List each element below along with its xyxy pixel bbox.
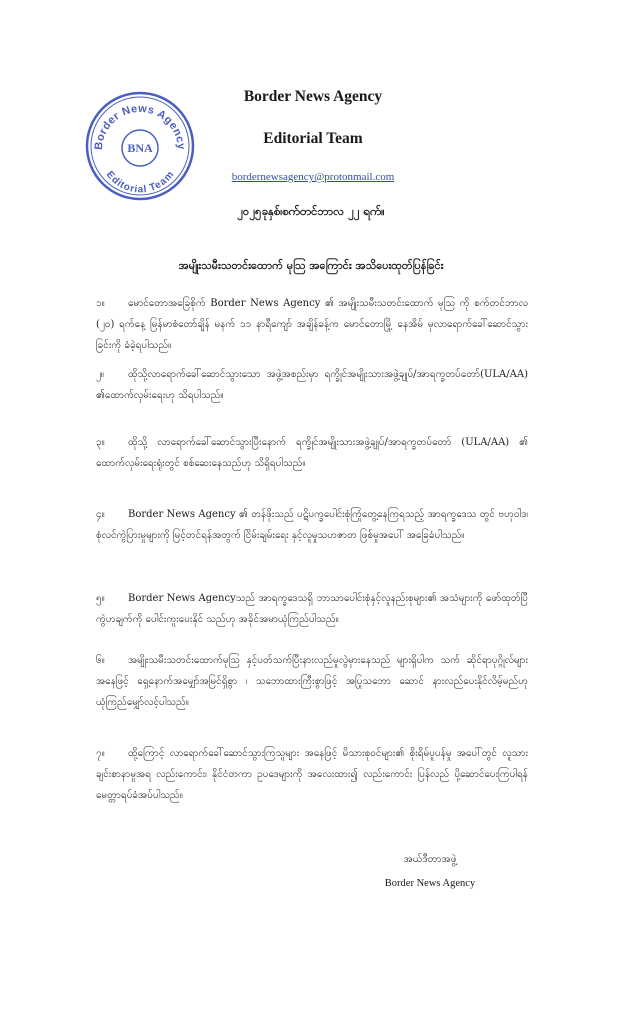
paragraph-number: ၃။ (96, 437, 105, 448)
organization-name: Border News Agency (243, 88, 383, 105)
document-date: ၂၀၂၅ခုနှစ်၊စက်တင်ဘာလ ၂၂ ရက်။ (237, 204, 385, 218)
paragraph-text: Border News Agency ၏ တန်ဖိုးသည် ပဋိပက္ခပေါင်းစုံကြုံတွေ့နေကြရသည့် အာရက္ခဒေသ တွင် ဗဟုဝါဒ၊ စုံလင်ကွဲပြားမှုများကို မြင့်တင်ရန်အတွက် ငြိမ်းချမ်းရေး နှင့်လူမှုသဟဇာတ ဖြစ်မှုအပေါ် အခြေခံပါသည်။ (96, 509, 528, 541)
paragraph-number: ၇။ (96, 748, 105, 759)
signature-organization: Border News Agency (384, 878, 476, 889)
bna-stamp-seal (84, 90, 196, 202)
paragraph-3 (96, 432, 528, 474)
paragraph-1 (96, 293, 528, 356)
stamp-bottom-text: Editorial Team (103, 169, 177, 196)
stamp-ring-text: Border News Agency (92, 102, 188, 151)
paragraph-number: ၅။ (96, 593, 105, 604)
signature-editorial-team: အယ်ဒီတာအဖွဲ့ (403, 854, 457, 865)
paragraph-number: ၂။ (96, 369, 104, 380)
paragraph-text: ထို့ကြောင့် လာရောက်ခေါ်ဆောင်သွားကြသူများ အနေဖြင့် မိသားစုဝင်များ၏ စိုးရိမ်ပူပန်မှု အပေါ်တွင် လူသားချင်းစာနာမှုအရ လည်းကောင်း၊ နိုင်ငံတကာ ဥပဒေများကို အလေးထား၍ လည်းကောင်း ပြန်လည် ပို့ဆောင်ပေးကြပါရန် မေတ္တာရပ်ခံအပ်ပါသည်။ (96, 748, 528, 801)
paragraph-text: ထိုသို့ လာရောက်ခေါ်ဆောင်သွားပြီးနောက် ရက္ခိုင်အမျိုးသားအဖွဲ့ချုပ်/အာရက္ခတပ်တော် (ULA/AA) ၏ ထောက်လှမ်းရေးရုံးတွင် စစ်ဆေးနေသည်ဟု သိရှိရပါသည်။ (96, 437, 528, 469)
paragraph-text: အမျိုးသမီးသတင်းထောက်မုဩ နှင့်ပတ်သက်ပြီးနားလည်မှုလွဲမှားနေသည် များရှိပါက သက် ဆိုင်ရာပုဂ္ဂိုလ်များ အနေဖြင့် ရှေ့နောက်အမျှော်အမြင်ရှိစွာ ၊ သဘောထားကြီးစွာဖြင့် အပြုသဘော ဆောင် နားလည်ပေးနိုင်လိမ့်မည်ဟု ယုံကြည်မျှော်လင့်ပါသည်။ (96, 655, 528, 708)
paragraph-4 (96, 504, 528, 546)
team-name: Editorial Team (263, 130, 363, 147)
email-link[interactable]: bordernewsagency@protonmail.com (231, 171, 395, 183)
document-subject: အမျိုးသမီးသတင်းထောက် မုဩ အကြောင်း အသိပေးထုတ်ပြန်ခြင်း (178, 259, 444, 272)
stamp-center-text: BNA (127, 141, 153, 155)
paragraph-number: ၄။ (96, 509, 105, 520)
paragraph-6 (96, 650, 528, 713)
paragraph-2 (96, 364, 528, 406)
paragraph-number: ၁။ (96, 298, 105, 309)
paragraph-text: ထိုသို့လာရောက်ခေါ်ဆောင်သွားသော အဖွဲ့အစည်းမှာ ရက္ခိုင်အမျိုးသားအဖွဲ့ချုပ်/အာရက္ခတပ်တော်(ULA/AA) ၏ထောက်လှမ်းရေးဟု သိရပါသည်။ (96, 369, 528, 401)
paragraph-7 (96, 743, 528, 806)
paragraph-5 (96, 588, 528, 630)
paragraph-text: မောင်တောအခြေစိုက် Border News Agency ၏ အမျိုးသမီးသတင်းထောက် မုဩ ကို စက်တင်ဘာလ (၂၀) ရက်နေ့ မြန်မာစံတော်ချိန် မနက် ၁၁ နာရီကျော် အချိန်ခန့်က မောင်တောမြို့ နေအိမ် မှလာရောက်ခေါ်ဆောင်သွားခြင်းကို ခံခဲ့ရပါသည်။ (96, 298, 528, 351)
paragraph-text: Border News Agencyသည် အာရက္ခဒေသရှိ ဘာသာပေါင်းစုံနှင့်လူနည်းစုများ၏ အသံများကို ဖော်ထုတ်ပြီ ကွဲဟချက်ကို ပေါင်းကူးပေးနိုင် သည်ဟု အခိုင်အမာယုံကြည်ပါသည်။ (96, 593, 528, 625)
paragraph-number: ၆။ (96, 655, 105, 666)
